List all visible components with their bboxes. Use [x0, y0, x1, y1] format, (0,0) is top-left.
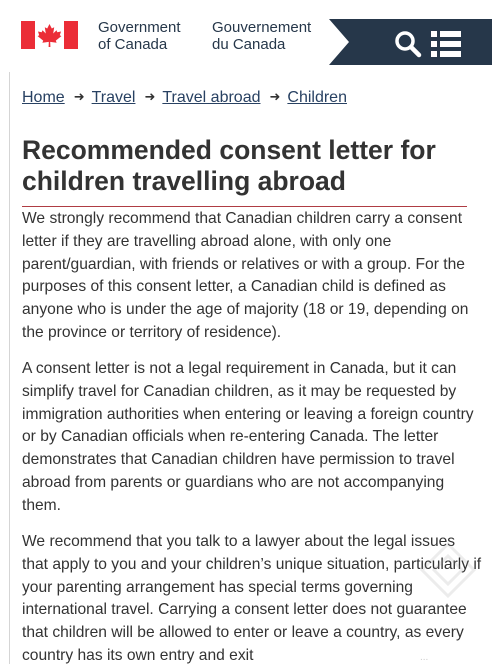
paragraph-legal-requirement: A consent letter is not a legal requirement in Canada, but it can simplify travel for Canadian children, as it may be requested by immigration authorities when entering or leaving a foreign country or by Canadian officials when re-entering Canada. The letter demonstrates that Canadian children have permission to travel abroad from parents or guardians who are not accompanying them. [22, 360, 474, 514]
breadcrumb-arrow-icon: ➜ [73, 89, 85, 104]
breadcrumb [22, 87, 347, 108]
watermark-logo-icon [418, 540, 478, 600]
page-edge-divider [9, 72, 10, 664]
signature-french[interactable] [212, 19, 311, 53]
signature-english[interactable] [98, 19, 181, 53]
signature-fr-line-2: du Canada [212, 36, 286, 53]
breadcrumb-travel-abroad[interactable]: Travel abroad [162, 89, 261, 106]
breadcrumb-arrow-icon: ➜ [269, 89, 281, 104]
breadcrumb-arrow-icon: ➜ [144, 89, 156, 104]
breadcrumb-home[interactable]: Home [22, 89, 65, 106]
paragraph-lawyer-advice: We recommend that you talk to a lawyer about the legal issues that apply to you and your children’s unique situation, particularly if your parenting arrangement has special terms governing international travel. Carrying a consent letter does not guarantee that children will be allowed to enter or leave a country, as every country has its own entry and exit [22, 533, 482, 664]
watermark-text: ... [420, 652, 429, 663]
menu-icon[interactable] [431, 31, 461, 57]
page-title: Recommended consent letter for children travelling abroad [22, 135, 467, 207]
search-icon[interactable] [394, 30, 422, 58]
signature-en-line-1: Government [98, 19, 181, 36]
signature-fr-line-1: Gouvernement [212, 19, 312, 36]
site-header [0, 0, 492, 70]
breadcrumb-travel[interactable]: Travel [91, 89, 136, 106]
paragraph-recommendation: We strongly recommend that Canadian children carry a consent letter if they are travelling abroad alone, with only one parent/guardian, with friends or relatives or with a group. For the purposes of this consent letter, a Canadian child is defined as anyone who is under the age of majority (18 or 19, depending on the province or territory of residence). [22, 210, 469, 341]
breadcrumb-children[interactable]: Children [287, 89, 347, 106]
canada-flag-icon[interactable] [21, 21, 78, 49]
signature-en-line-2: of Canada [98, 36, 168, 53]
